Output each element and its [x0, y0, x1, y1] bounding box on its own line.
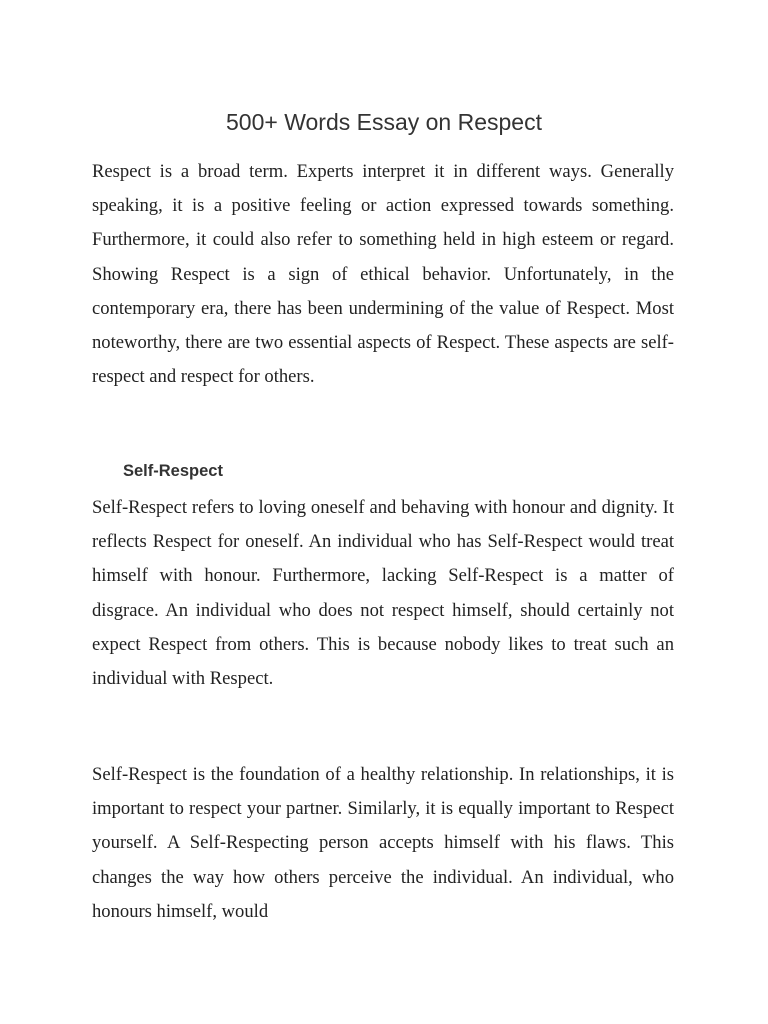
self-respect-paragraph-1: Self-Respect refers to loving oneself and behaving with honour and dignity. It reflects Respect for oneself. An individual who has Self-Respect would treat himself with honour. Furthermore, lacking Self-Respect is a matter of disgrace. An individual who does not respect himself, should certainly not expect Respect from others. This is because nobody likes to treat such an individual with Respect. [92, 497, 674, 690]
section-heading-self-respect: Self-Respect [123, 462, 223, 480]
essay-title: 500+ Words Essay on Respect [226, 109, 542, 135]
intro-paragraph: Respect is a broad term. Experts interpret it in different ways. Generally speaking, it is a positive feeling or action expressed towards something. Furthermore, it could also refer to something held in high esteem or regard. Showing Respect is a sign of ethical behavior. Unfortunately, in the contemporary era, there has been undermining of the value of Respect. Most noteworthy, there are two essential aspects of Respect. These aspects are self-respect and respect for others. [92, 161, 674, 388]
self-respect-paragraph-2: Self-Respect is the foundation of a healthy relationship. In relationships, it is important to respect your partner. Similarly, it is equally important to Respect yourself. A Self-Respecting person accepts himself with his flaws. This changes the way how others perceive the individual. An individual, who honours himself, would [92, 764, 674, 922]
